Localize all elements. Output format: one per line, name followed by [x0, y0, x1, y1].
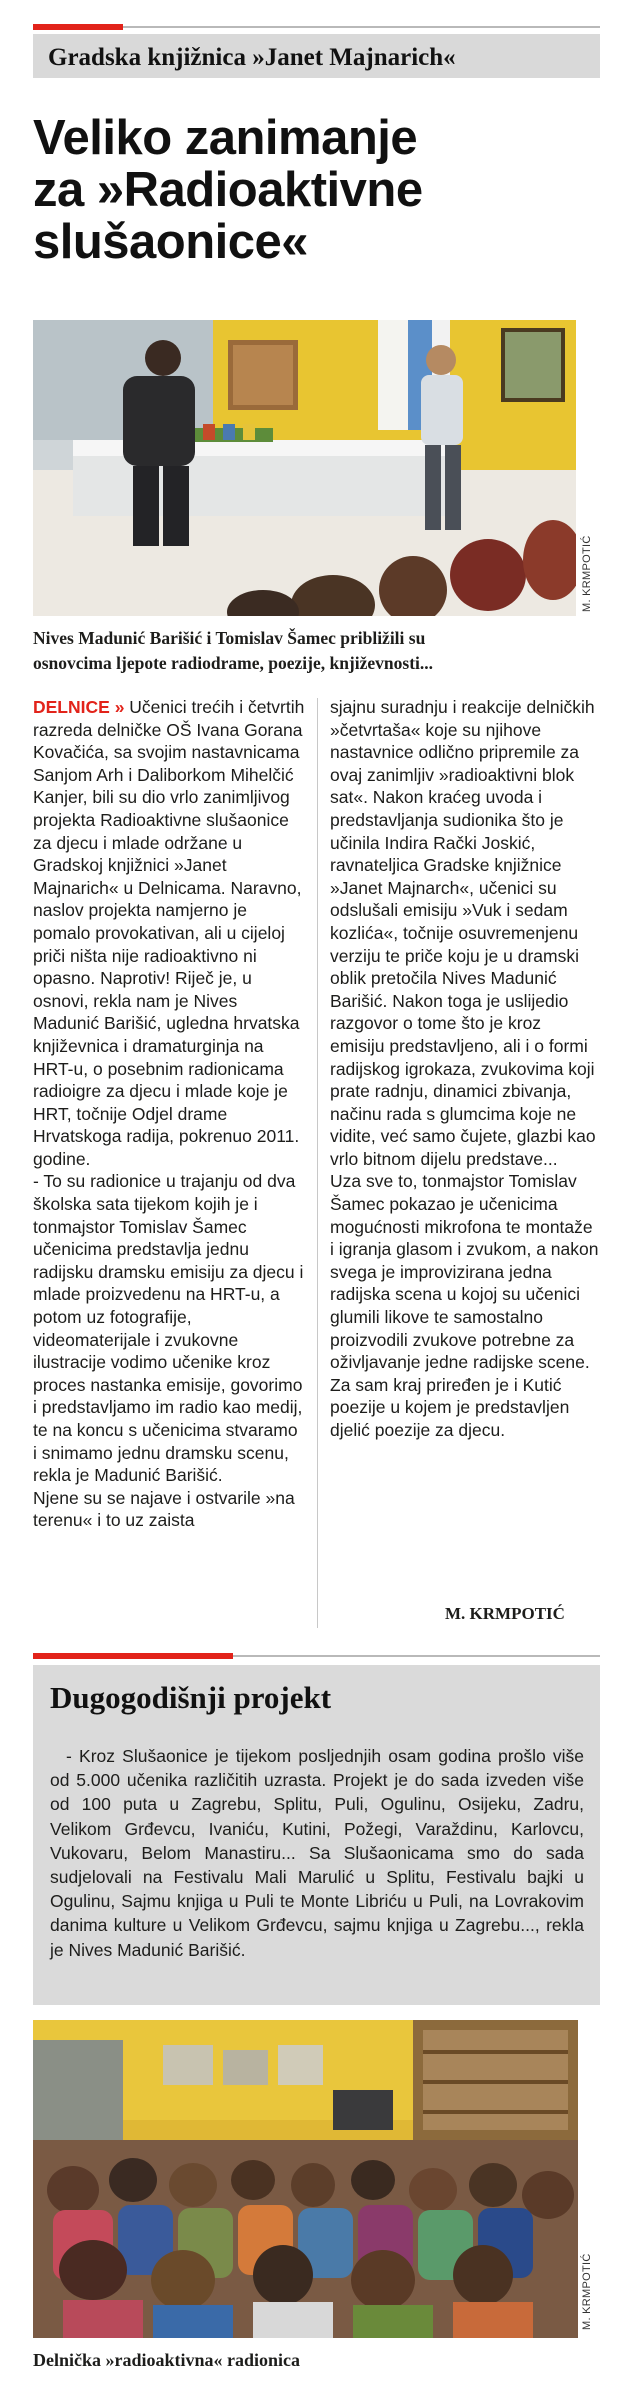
article-column-1	[33, 696, 305, 1532]
article-column-2	[330, 696, 600, 1442]
top-accent-rule	[33, 24, 123, 30]
photo-caption	[33, 626, 598, 676]
sidebar-text: - Kroz Slušaonice je tijekom posljednjih osam godina prošlo više od 5.000 učenika različitih uzrasta. Projekt je do sada izveden više od 100 puta u Zagrebu, Splitu, Puli, Ogulinu, Osijeku, Zadru, Velikom Grđevcu, Ivaniću, Kutini, Požegi, Varaždinu, Karlovcu, Vukovaru, Belom Manastiru... Sa Slušaonicama smo do sada sudjelovali na Festivalu Mali Marulić u Splitu, Festivalu bajki u Ogulinu, Sajmu knjiga u Puli te Monte Libriću u Puli, na Lovrakovim danima kulture u Velikom Grđevcu, sajmu knjiga u Zagrebu..., rekla je Nives Madunić Barišić.	[50, 1746, 584, 1960]
column-divider	[317, 698, 318, 1628]
paragraph: Njene su se najave i ostvarile »na terenu« i to uz zaista	[33, 1487, 295, 1531]
paragraph-text: Učenici trećih i četvrtih razreda delničke OŠ Ivana Gorana Kovačića, sa svojim nastavnicama Sanjom Arh i Daliborkom Mihelčić Kanjer, bili su dio vrlo zanimljivog projekta Radioaktivne slušaonice za djecu i mlade održane u Gradskoj knjižnici »Janet Majnarich« u Delnicama. Naravno, naslov projekta namjerno je pomalo provokativan, ali u cijeloj priči ništa nije radioaktivno ni opasno. Naprotiv! Riječ je, u osnovi, rekla nam je Nives Madunić Barišić, ugledna hrvatska književnica i dramaturginja na HRT-u, o posebnim radionicama radioigre za djecu i mlade koje je HRT, točnije Odjel drame Hrvatskoga radija, pokrenuo 2011. godine.	[33, 697, 305, 1169]
article-headline	[33, 112, 603, 268]
photo-credit-2: M. KRMPOTIĆ	[581, 2253, 593, 2330]
photo-caption-2: Delnička »radioaktivna« radionica	[33, 2350, 301, 2370]
dateline: DELNICE	[33, 697, 110, 717]
top-grey-rule	[123, 26, 600, 28]
photo-credit: M. KRMPOTIĆ	[581, 535, 593, 612]
sidebar-title: Dugogodišnji projekt	[50, 1680, 332, 1715]
headline-line: za »Radioaktivne	[33, 163, 423, 217]
sidebar-accent-rule	[33, 1653, 233, 1659]
headline-line: slušaonice«	[33, 215, 309, 269]
caption-line: Nives Madunić Barišić i Tomislav Šamec približili su	[33, 628, 426, 648]
section-kicker: Gradska knjižnica »Janet Majnarich«	[48, 44, 456, 71]
article-photo-2	[33, 2020, 578, 2338]
paragraph: sjajnu suradnju i reakcije delničkih »četvrtaša« koje su njihove nastavnice odlično pripremile za ovaj zanimljiv »radioaktivni blok sat«. Nakon kraćeg uvoda i predstavljanja sudionika što je učinila Indira Rački Joskić, ravnateljica Gradske knjižnice »Janet Majnarch«, učenici su odslušali emisiju »Vuk i sedam kozlića«, točnije osuvremenjenu verziju te priče koju je u dramski oblik pretočila Nives Madunić Barišić. Nakon toga je uslijedio razgovor o tome što je kroz emisiju predstavljeno, ali i o formi radijskog igrokaza, zvukovima koji prate radnju, dinamici zbivanja, načinu rada s glumcima koje ne vidite, već samo čujete, glazbi kao vrlo bitnom dijelu predstave...	[330, 697, 596, 1169]
sidebar-grey-rule	[233, 1655, 600, 1657]
paragraph: Uza sve to, tonmajstor Tomislav Šamec pokazao je učenicima mogućnosti mikrofona te montaže i igranja glasom i zvukom, a nakon svega je improvizirana jedna radijska scena u kojoj su učenici glumili likove te samostalno proizvodili zvukove potrebne za oživljavanje jedne radijske scene. Za sam kraj priređen je i Kutić poezije u kojem je predstavljen djelić poezije za djecu.	[330, 1171, 599, 1440]
article-photo	[33, 320, 576, 616]
paragraph: - To su radionice u trajanju od dva školska sata tijekom kojih je i tonmajstor Tomislav Šamec učenicima predstavlja jednu radijsku dramsku emisiju za djecu i mlade proizvedenu na HRT-u, a potom uz fotografije, videomaterijale i zvukovne ilustracije vodimo učenike kroz proces nastanka emisije, govorimo i predstavljamo im radio kao medij, te na koncu s učenicima stvaramo i snimamo jednu dramsku scenu, rekla je Madunić Barišić.	[33, 1171, 304, 1486]
headline-line: Veliko zanimanje	[33, 111, 418, 165]
author-signature: M. KRMPOTIĆ	[445, 1604, 565, 1623]
paragraph	[33, 696, 305, 1170]
dateline-mark: »	[114, 697, 125, 717]
caption-line: osnovcima ljepote radiodrame, poezije, književnosti...	[33, 653, 434, 673]
